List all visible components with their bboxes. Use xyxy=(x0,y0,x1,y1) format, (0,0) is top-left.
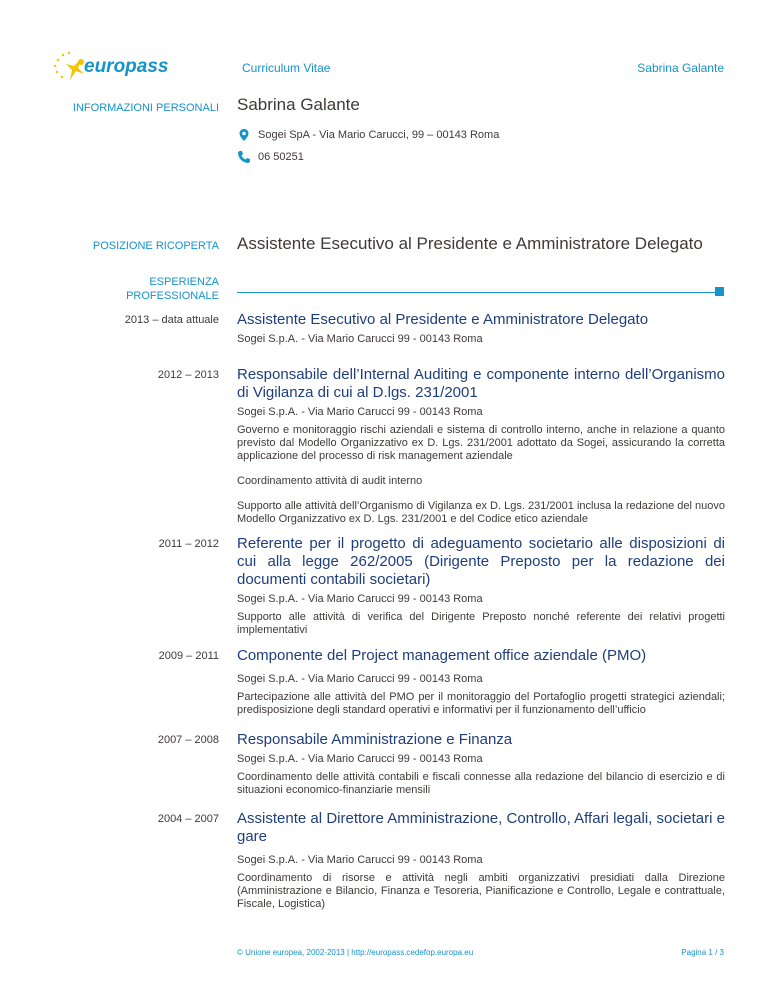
job-description: Coordinamento di risorse e attività negli ambiti organizzativi presidiati dalla Direzione (Amministrazione e Bilancio, Finanza e Tesoreria, Pianificazione e Controllo, Legale e contrattuale, Fiscale, Logistica) xyxy=(237,872,725,910)
europass-logo xyxy=(52,50,169,84)
job-title: Responsabile dell’Internal Auditing e componente interno dell’Organismo di Vigilanza di cui al D.lgs. 231/2001 xyxy=(237,366,725,401)
job-employer: Sogei S.p.A. - Via Mario Carucci 99 - 00143 Roma xyxy=(237,333,483,345)
position-label: POSIZIONE RICOPERTA xyxy=(92,240,219,252)
footer-page-number: Pagina 1 / 3 xyxy=(681,948,724,957)
header-title: Curriculum Vitae xyxy=(242,61,331,75)
job-employer: Sogei S.p.A. - Via Mario Carucci 99 - 00143 Roma xyxy=(237,753,483,765)
job-title: Assistente Esecutivo al Presidente e Amministratore Delegato xyxy=(237,311,649,328)
experience-date: 2011 – 2012 xyxy=(158,538,219,550)
experience-entry xyxy=(237,535,725,637)
address-text: Sogei SpA - Via Mario Carucci, 99 – 00143 Roma xyxy=(258,129,500,141)
section-divider-square xyxy=(715,287,724,296)
experience-entry xyxy=(237,366,725,526)
job-title: Responsabile Amministrazione e Finanza xyxy=(237,731,513,748)
experience-label xyxy=(126,275,219,303)
section-divider xyxy=(237,292,715,293)
job-employer: Sogei S.p.A. - Via Mario Carucci 99 - 00143 Roma xyxy=(237,673,483,685)
experience-entry xyxy=(237,647,725,717)
job-title: Assistente al Direttore Amministrazione, Controllo, Affari legali, societari e gare xyxy=(237,810,725,845)
experience-date: 2007 – 2008 xyxy=(157,734,219,746)
person-name: Sabrina Galante xyxy=(237,95,360,114)
job-description: Coordinamento attività di audit interno xyxy=(237,475,423,487)
job-employer: Sogei S.p.A. - Via Mario Carucci 99 - 00143 Roma xyxy=(237,593,483,605)
experience-date: 2012 – 2013 xyxy=(157,369,219,381)
header-name: Sabrina Galante xyxy=(637,61,724,75)
job-title: Referente per il progetto di adeguamento societario alle disposizioni di cui alla legge 262/2005 (Dirigente Preposto per la redazione dei documenti contabili societari) xyxy=(237,535,725,588)
job-description: Supporto alle attività di verifica del Dirigente Preposto nonché referente dei relativi progetti implementativi xyxy=(237,611,725,636)
location-pin-icon xyxy=(237,128,251,142)
phone-icon xyxy=(237,150,251,164)
experience-label-line1: ESPERIENZA xyxy=(149,276,219,288)
phone-text: 06 50251 xyxy=(258,151,304,163)
job-title: Componente del Project management office aziendale (PMO) xyxy=(237,647,647,664)
footer-copyright: © Unione europea, 2002-2013 | http://europass.cedefop.europa.eu xyxy=(237,948,474,957)
position-value: Assistente Esecutivo al Presidente e Amministratore Delegato xyxy=(237,234,703,253)
job-employer: Sogei S.p.A. - Via Mario Carucci 99 - 00143 Roma xyxy=(237,854,483,866)
job-description: Governo e monitoraggio rischi aziendali e sistema di controllo interno, anche in relazione a quanto previsto dal Modello Organizzativo ex D. Lgs. 231/2001 adottato da Sogei, assicurando la corretta applicazione del processo di risk management aziendale xyxy=(237,424,725,462)
job-description: Partecipazione alle attività del PMO per il monitoraggio del Portafoglio progetti strategici aziendali; predisposizione degli standard operativi e informativi per il funzionamento dell’ufficio xyxy=(237,691,725,716)
experience-entry xyxy=(237,311,725,345)
job-description: Coordinamento delle attività contabili e fiscali connesse alla redazione del bilancio di esercizio e di situazioni economico-finanziarie mensili xyxy=(237,771,725,796)
experience-date: 2004 – 2007 xyxy=(157,813,219,825)
logo-text: europass xyxy=(84,56,169,77)
personal-info-label: INFORMAZIONI PERSONALI xyxy=(72,102,219,114)
job-description: Supporto alle attività dell’Organismo di Vigilanza ex D. Lgs. 231/2001 inclusa la redazione del nuovo Modello Organizzativo ex D. Lgs. 231/2001 e del Codice etico aziendale xyxy=(237,500,725,525)
experience-date: 2009 – 2011 xyxy=(158,650,219,662)
experience-label-line2: PROFESSIONALE xyxy=(126,290,219,302)
experience-entry xyxy=(237,731,725,797)
experience-entry xyxy=(237,810,725,911)
experience-date: 2013 – data attuale xyxy=(124,314,219,326)
job-employer: Sogei S.p.A. - Via Mario Carucci 99 - 00143 Roma xyxy=(237,406,483,418)
